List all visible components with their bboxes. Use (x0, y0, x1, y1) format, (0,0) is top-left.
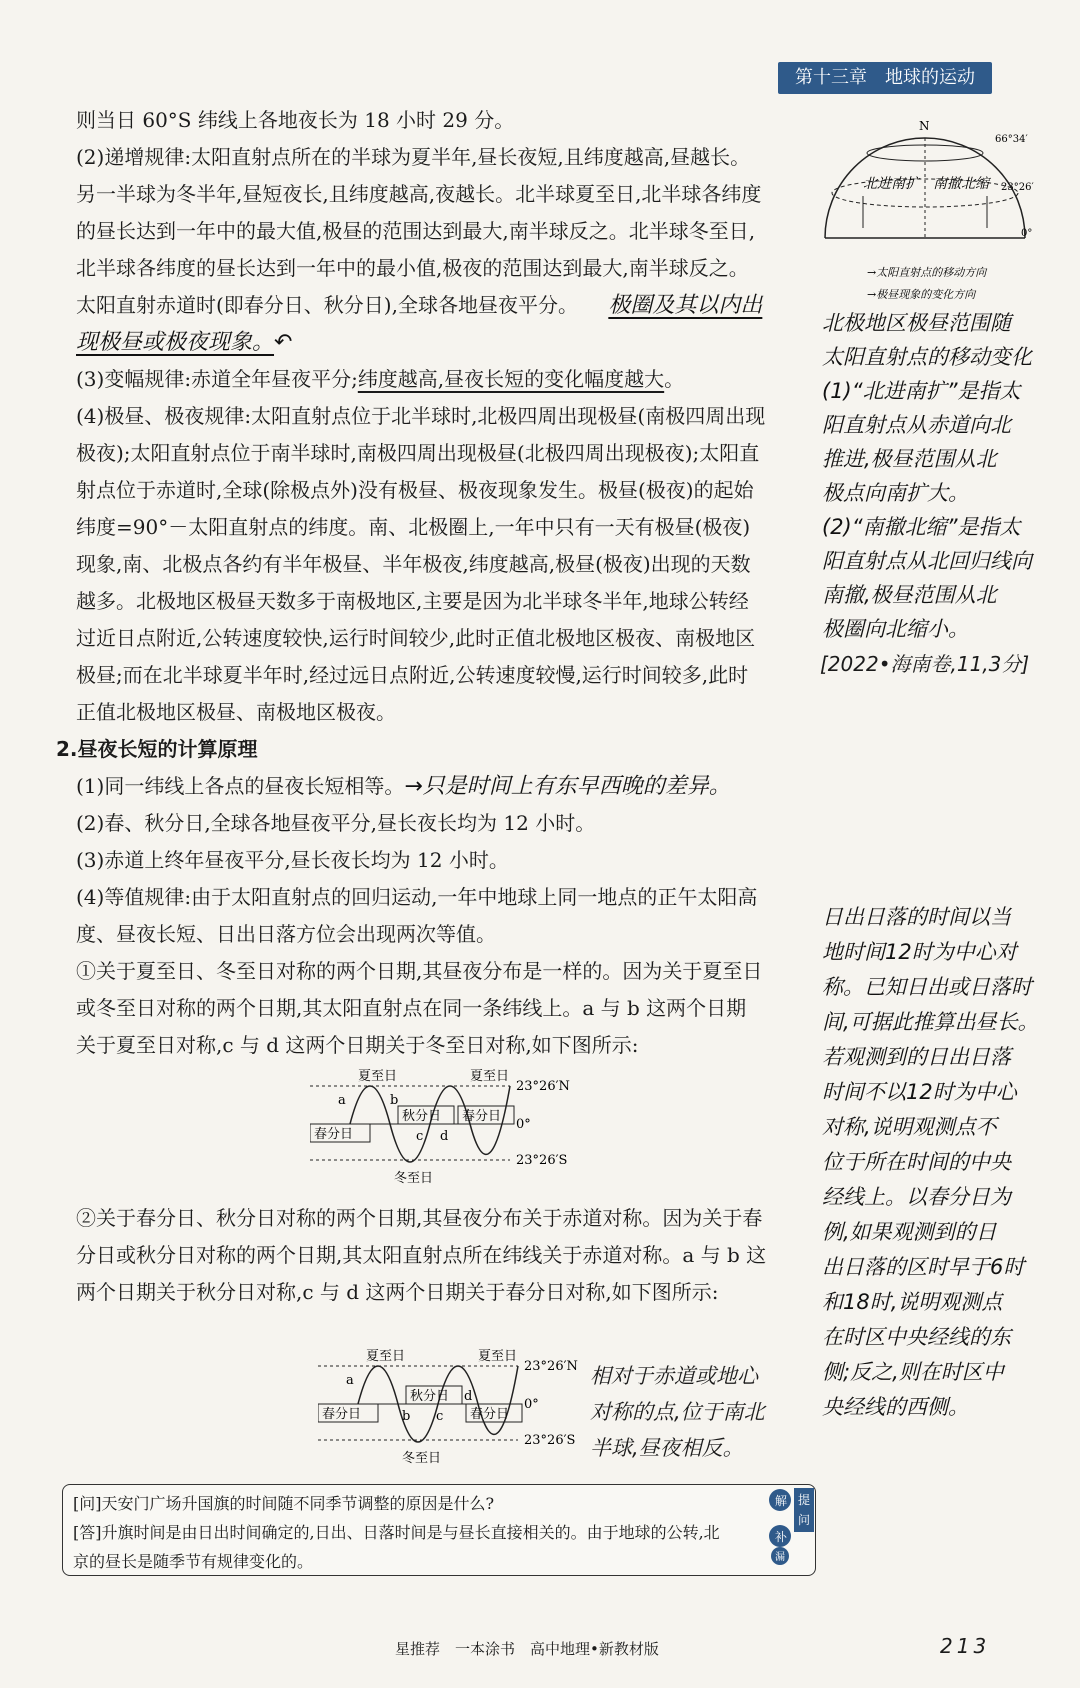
side2-line: 对称,说明观测点不 (822, 1115, 997, 1139)
d1-a: a (338, 1093, 346, 1108)
point-1 (76, 768, 818, 805)
amplitude-end: 。 (664, 367, 685, 391)
d1-n: 23°26′N (516, 1079, 570, 1094)
d2-summer-2: 夏至日 (478, 1349, 518, 1364)
side1-line: 极圈向北缩小。 (822, 617, 969, 641)
side2-line: 地时间12时为中心对 (822, 940, 1017, 964)
side1-line: 北极地区极昼范围随 (822, 311, 1011, 335)
paragraph-increase-rule (76, 139, 766, 361)
side-note-polar (822, 306, 1042, 646)
note-line: 相对于赤道或地心 (590, 1364, 758, 1388)
d1-summer-2: 夏至日 (470, 1069, 510, 1084)
handwritten-note-symmetry (590, 1358, 790, 1466)
side2-line: 日出日落的时间以当 (822, 905, 1011, 929)
d2-a: a (346, 1373, 354, 1388)
d2-spring-1: 春分日 (322, 1407, 362, 1422)
d1-spring-1: 春分日 (314, 1127, 354, 1142)
globe-n-label: N (919, 119, 930, 133)
globe-legend-2: →极昼现象的变化方向 (867, 288, 976, 301)
main-text-lower (76, 1200, 818, 1311)
footer-title: 星推荐 一本涂书 高中地理•新教材版 (395, 1640, 659, 1658)
d2-n: 23°26′N (524, 1359, 578, 1374)
globe-diagram (815, 118, 1035, 318)
side2-line: 出日落的区时早于6时 (822, 1255, 1025, 1279)
point-6: ②关于春分日、秋分日对称的两个日期,其昼夜分布关于赤道对称。因为关于春分日或秋分日对称的两个日期,其太阳直射点所在纬线关于赤道对称。a 与 b 这两个日期关于秋分日对称,c 与 d 这两个日期关于春分日对称,如下图所示: (76, 1206, 767, 1304)
d1-autumn: 秋分日 (402, 1109, 442, 1124)
amplitude-text: (3)变幅规律:赤道全年昼夜平分; (76, 367, 358, 391)
qa-question: [问]天安门广场升国旗的时间随不同季节调整的原因是什么? (73, 1494, 495, 1513)
d2-autumn: 秋分日 (410, 1389, 450, 1404)
side2-line: 和18时,说明观测点 (822, 1290, 1003, 1314)
d1-summer-1: 夏至日 (358, 1069, 398, 1084)
side2-line: 时间不以12时为中心 (822, 1080, 1017, 1104)
exam-citation: [2022•海南卷,11,3分] (820, 652, 1030, 676)
badge-char-1: 解 (775, 1494, 788, 1508)
side1-line: 南撤,极昼范围从北 (822, 583, 997, 607)
side2-line: 称。已知日出或日落时 (822, 975, 1032, 999)
increase-rule-text: (2)递增规律:太阳直射点所在的半球为夏半年,昼长夜短,且纬度越高,昼越长。另一半球为冬半年,昼短夜长,且纬度越高,夜越长。北半球夏至日,北半球各纬度的昼长达到一年中的最大值,极昼的范围达到最大,南半球反之。北半球冬至日,北半球各纬度的昼长达到一年中的最小值,极夜的范围达到最大,南半球反之。太阳直射赤道时(即春分日、秋分日),全球各地昼夜平分。 (76, 145, 762, 317)
qa-box (62, 1484, 816, 1576)
side1-line: 阳直射点从赤道向北 (822, 413, 1011, 437)
d2-c: c (436, 1409, 444, 1424)
side1-line: 阳直射点从北回归线向 (822, 549, 1032, 573)
side2-line: 央经线的西侧。 (822, 1395, 969, 1419)
amplitude-underlined: 纬度越高,昼夜长短的变化幅度越大 (357, 367, 665, 391)
d1-s: 23°26′S (516, 1153, 568, 1168)
d2-spring-2: 春分日 (470, 1407, 510, 1422)
section-heading-2: 2.昼夜长短的计算原理 (56, 737, 258, 761)
point-2: (2)春、秋分日,全球各地昼夜平分,昼长夜长均为 12 小时。 (76, 811, 596, 835)
d2-eq: 0° (524, 1397, 539, 1412)
side2-line: 侧;反之,则在时区中 (822, 1360, 1004, 1384)
d1-eq: 0° (516, 1117, 531, 1132)
d1-d: d (440, 1129, 449, 1144)
d1-c: c (416, 1129, 424, 1144)
d1-winter: 冬至日 (394, 1171, 434, 1186)
badge-char-4: 补 (775, 1530, 788, 1544)
d2-s: 23°26′S (524, 1433, 576, 1448)
point-1-handwritten: →只是时间上有东早西晚的差异。 (404, 774, 731, 799)
paragraph-intro: 则当日 60°S 纬线上各地夜长为 18 小时 29 分。 (76, 108, 515, 132)
globe-band-label: 北进南扩 南撤北缩 (863, 176, 989, 192)
globe-lat2: 23°26′ (1001, 182, 1034, 193)
side1-line: 极点向南扩大。 (822, 481, 969, 505)
note-line: 半球,昼夜相反。 (590, 1436, 744, 1460)
qa-answer-line-1: [答]升旗时间是由日出时间确定的,日出、日落时间是与昼长直接相关的。由于地球的公转,北 (73, 1523, 720, 1542)
paragraph-amplitude-rule (76, 361, 818, 398)
d1-spring-2: 春分日 (462, 1109, 502, 1124)
point-3: (3)赤道上终年昼夜平分,昼长夜长均为 12 小时。 (76, 848, 509, 872)
globe-legend-1: →太阳直射点的移动方向 (867, 266, 987, 279)
solar-diagram-1 (310, 1068, 600, 1188)
side1-line: 推进,极昼范围从北 (822, 447, 997, 471)
badge-char-5: 漏 (775, 1552, 785, 1563)
d2-summer-1: 夏至日 (366, 1349, 406, 1364)
side2-line: 若观测到的日出日落 (822, 1045, 1011, 1069)
point-4: (4)等值规律:由于太阳直射点的回归运动,一年中地球上同一地点的正午太阳高度、昼夜长短、日出日落方位会出现两次等值。 (76, 885, 758, 946)
arrow-glyph: ↶ (274, 330, 293, 355)
side1-line: (1)“北进南扩”是指太 (822, 379, 1021, 403)
side-note-sunrise (822, 900, 1042, 1425)
main-text (56, 102, 818, 1064)
d1-b: b (390, 1093, 399, 1108)
globe-lat3: 0° (1021, 228, 1033, 239)
side2-line: 例,如果观测到的日 (822, 1220, 997, 1244)
solar-diagram-2 (318, 1348, 608, 1468)
side1-line: (2)“南撤北缩”是指太 (822, 515, 1021, 539)
handwritten-note-polar: 极圈及其以内出现极昼或极夜现象。 (76, 293, 763, 355)
badge-char-2: 提 (798, 1493, 811, 1507)
side2-line: 位于所在时间的中央 (822, 1150, 1011, 1174)
note-line: 对称的点,位于南北 (590, 1400, 765, 1424)
d2-d: d (464, 1389, 473, 1404)
side2-line: 间,可据此推算出昼长。 (822, 1010, 1039, 1034)
point-5: ①关于夏至日、冬至日对称的两个日期,其昼夜分布是一样的。因为关于夏至日或冬至日对称的两个日期,其太阳直射点在同一条纬线上。a 与 b 这两个日期关于夏至日对称,c 与 d 这两个日期关于冬至日对称,如下图所示: (76, 959, 763, 1057)
badge-char-3: 问 (798, 1513, 811, 1527)
qa-answer-line-2: 京的昼长是随季节有规律变化的。 (73, 1552, 314, 1571)
globe-lat1: 66°34′ (995, 134, 1028, 145)
chapter-tag: 第十三章 地球的运动 (778, 62, 992, 94)
d2-winter: 冬至日 (402, 1451, 442, 1466)
side1-line: 太阳直射点的移动变化 (822, 345, 1032, 369)
paragraph-polar-rule: (4)极昼、极夜规律:太阳直射点位于北半球时,北极四周出现极昼(南极四周出现极夜);太阳直射点位于南半球时,南极四周出现极昼(北极四周出现极夜);太阳直射点位于赤道时,全球(除极点外)没有极昼、极夜现象发生。极昼(极夜)的起始纬度=90°－太阳直射点的纬度。南、北极圈上,一年中只有一天有极昼(极夜)现象,南、北极点各约有半年极昼、半年极夜,纬度越高,极昼(极夜)出现的天数越多。北极地区极昼天数多于南极地区,主要是因为北半球冬半年,地球公转经过近日点附近,公转速度较快,运行时间较少,此时正值北极地区极夜、南极地区极昼;而在北半球夏半年时,经过远日点附近,公转速度较慢,运行时间较多,此时正值北极地区极昼、南极地区极夜。 (76, 404, 766, 724)
side2-line: 经线上。以春分日为 (822, 1185, 1011, 1209)
d2-b: b (402, 1409, 411, 1424)
point-1-text: (1)同一纬线上各点的昼夜长短相等。 (76, 774, 405, 798)
qa-badge-icon (766, 1484, 818, 1566)
side2-line: 在时区中央经线的东 (822, 1325, 1011, 1349)
page-number: 213 (940, 1634, 991, 1658)
